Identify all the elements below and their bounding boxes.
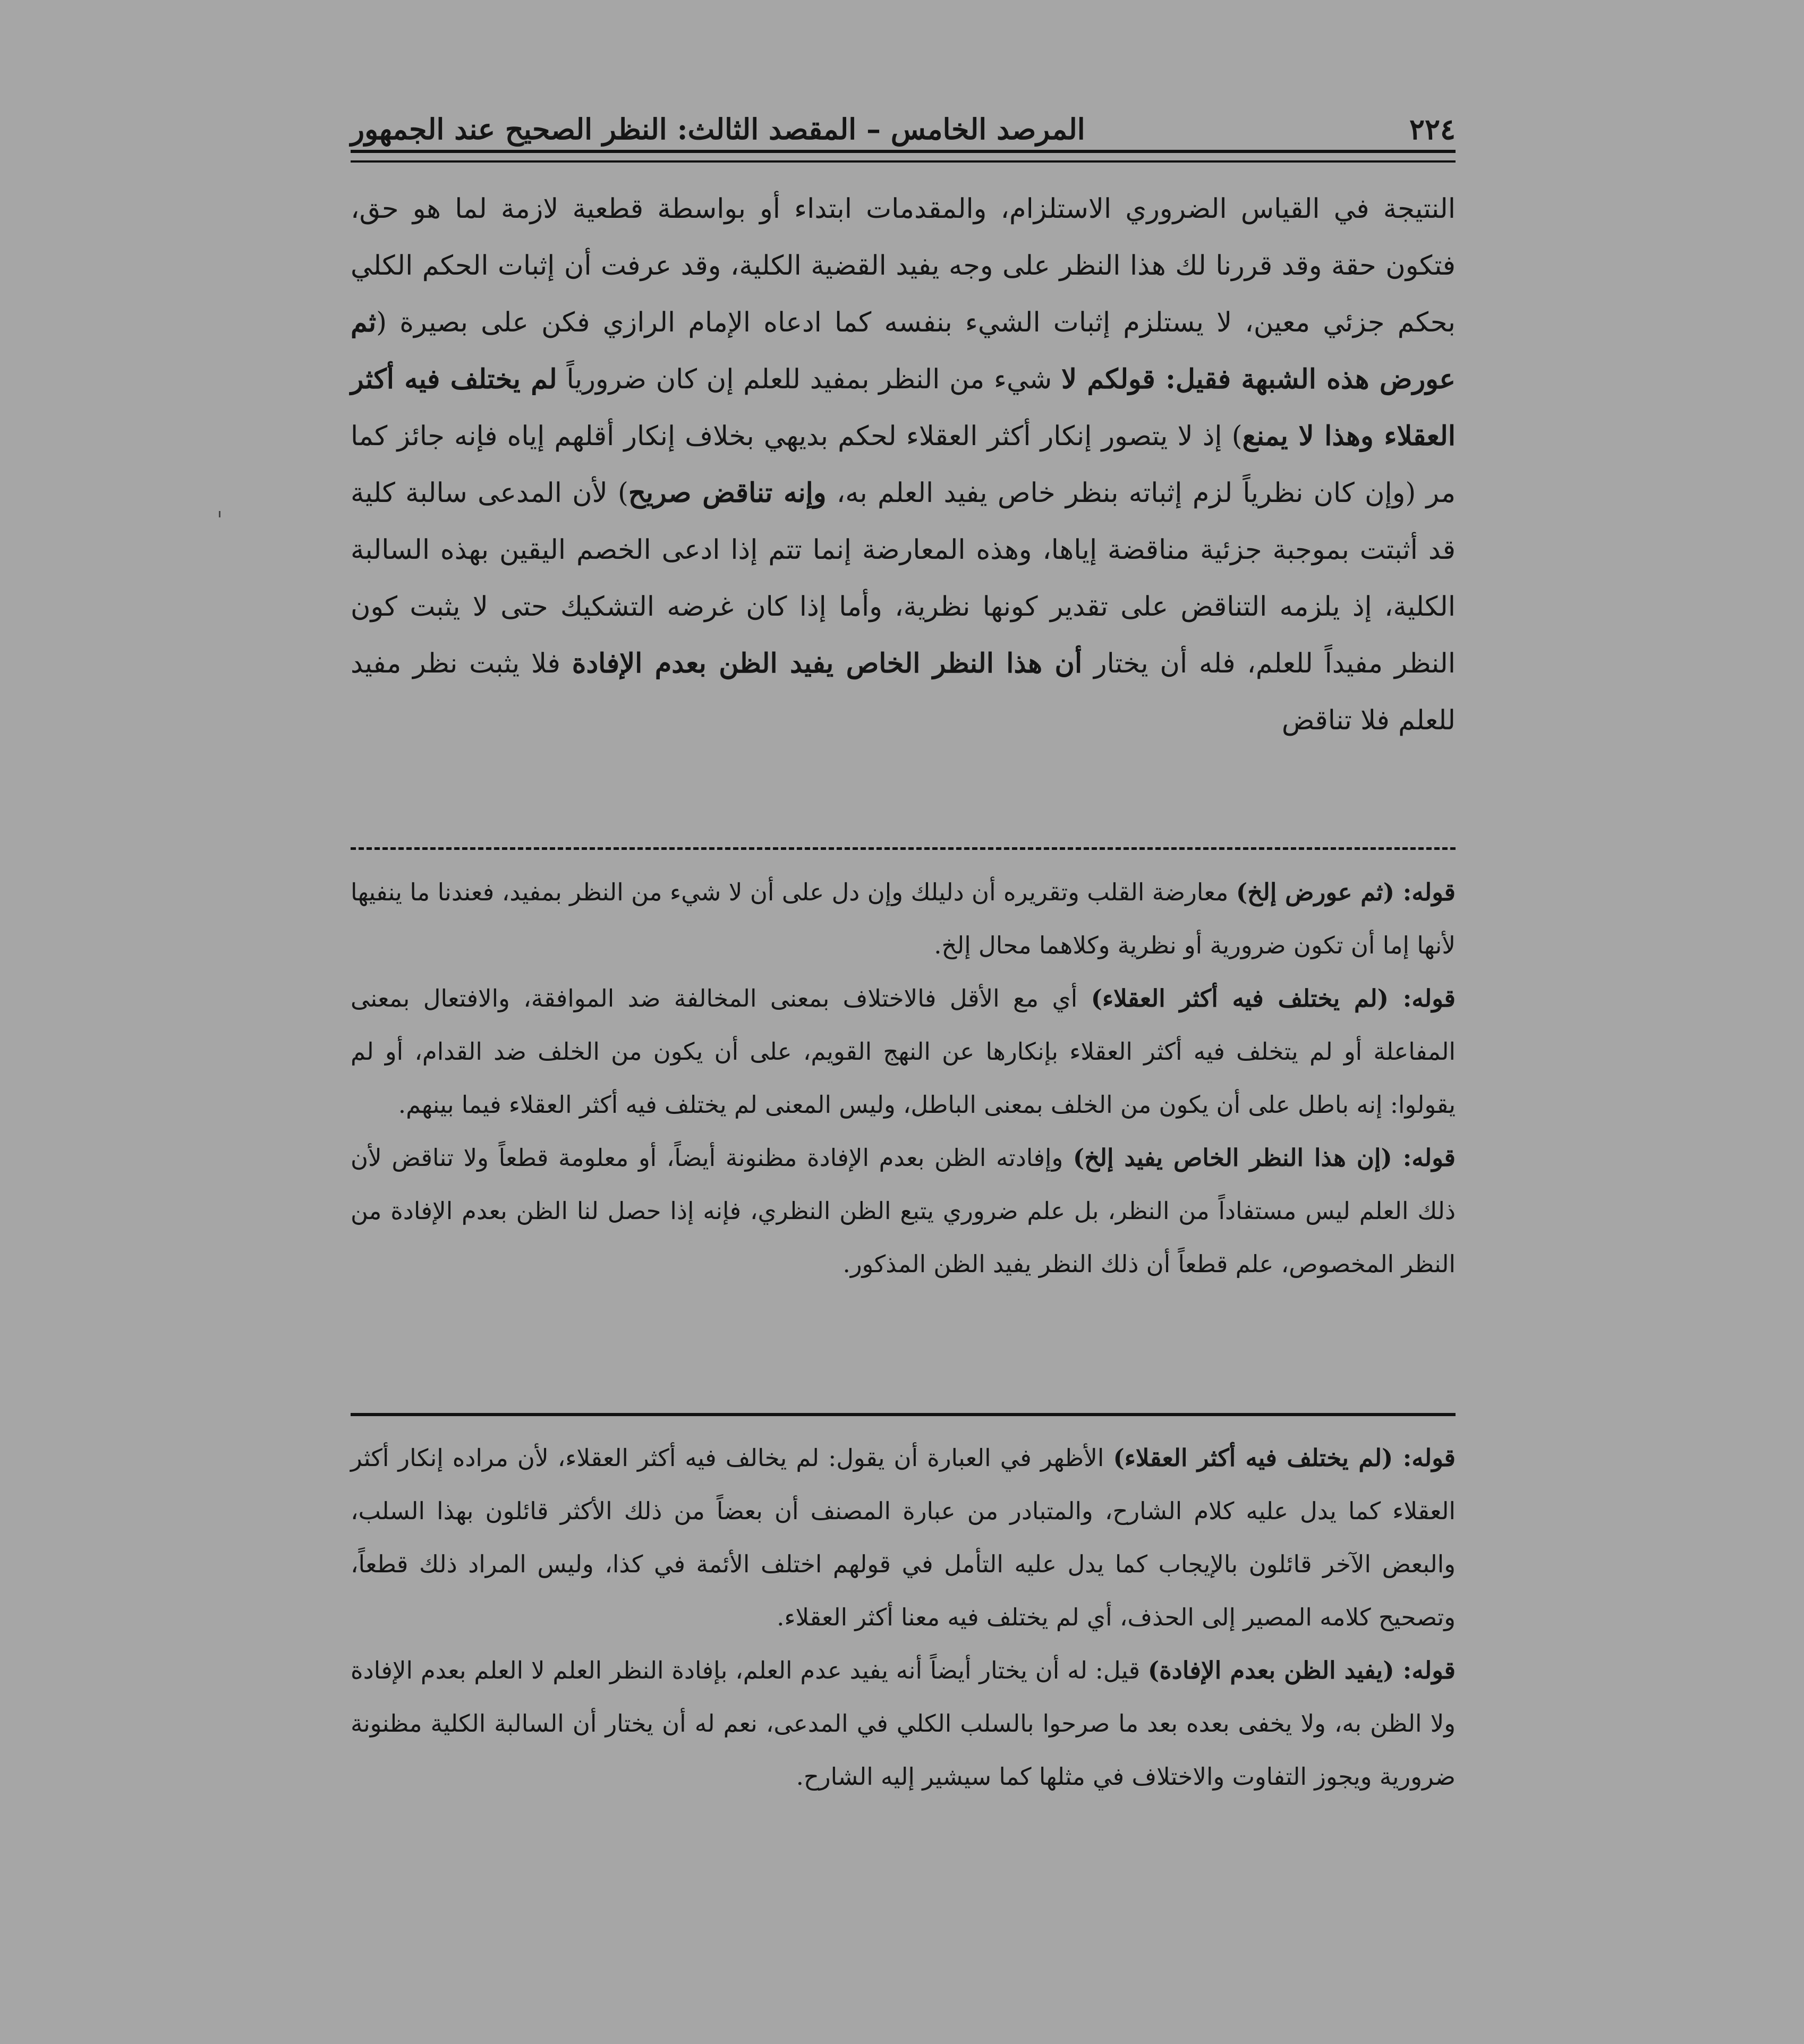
scan-speck xyxy=(219,511,220,517)
footnote-text: قيل: له أن يختار أيضاً أنه يفيد عدم العلم، بإفادة النظر العلم لا العلم بعدم الإفادة ولا الظن به، ولا يخفى بعده بعد ما صرحوا بالسلب الكلي في المدعى، نعم له أن يختار أن السالبة الكلية مظنونة ضرورية ويجوز التفاوت والاختلاف في مثلها كما سيشير إليه الشارح. xyxy=(351,1656,1456,1791)
footnote-lead: قوله: (لم يختلف فيه أكثر العقلاء) xyxy=(1113,1444,1456,1472)
main-text-bold: أن هذا النظر الخاص يفيد الظن بعدم الإفادة xyxy=(572,648,1083,679)
commentary-2 xyxy=(351,1432,1456,1803)
footnote-text: وإفادته الظن بعدم الإفادة مظنونة أيضاً، أو معلومة قطعاً ولا تناقض لأن ذلك العلم ليس مستفاداً من النظر، بل علم ضروري يتبع الظن النظري، فإنه إذا حصل لنا الظن بعدم الإفادة من النظر المخصوص، علم قطعاً أن ذلك النظر يفيد الظن المذكور. xyxy=(351,1144,1456,1278)
footnote-text: الأظهر في العبارة أن يقول: لم يخالف فيه أكثر العقلاء، لأن مراده إنكار أكثر العقلاء كما يدل عليه كلام الشارح، والمتبادر من عبارة المصنف أن بعضاً من ذلك الأكثر قائلون بهذا السلب، والبعض الآخر قائلون بالإيجاب كما يدل عليه التأمل في قولهم اختلف الأئمة في كذا، وليس المراد ذلك قطعاً، وتصحيح كلامه المصير إلى الحذف، أي لم يختلف فيه معنا أكثر العقلاء. xyxy=(351,1444,1456,1631)
footnote-text: معارضة القلب وتقريره أن دليلك وإن دل على أن لا شيء من النظر بمفيد، فعندنا ما ينفيها لأنها إما أن تكون ضرورية أو نظرية وكلاهما محال إلخ. xyxy=(351,878,1456,959)
main-text-segment: النتيجة في القياس الضروري الاستلزام، والمقدمات ابتداء أو بواسطة قطعية لازمة لما هو حق، فتكون حقة وقد قررنا لك هذا النظر على وجه يفيد القضية الكلية، وقد عرفت أن إثبات الحكم الكلي بحكم جزئي معين، لا يستلزم إثبات الشيء بنفسه كما ادعاه الإمام الرازي فكن على بصيرة ( xyxy=(351,193,1456,338)
main-text-segment: ) إذ لا يتصور إنكار أكثر العقلاء لحكم بديهي بخلاف إنكار أقلهم إياه فإنه جائز كما مر (وإن كان نظرياً لزم إثباته بنظر خاص يفيد العلم به، xyxy=(351,421,1456,509)
running-title: المرصد الخامس – المقصد الثالث: النظر الصحيح عند الجمهور xyxy=(351,112,1085,146)
footnote-item xyxy=(351,1432,1456,1644)
main-paragraph xyxy=(351,181,1456,749)
footnote-text: أي مع الأقل فالاختلاف بمعنى المخالفة ضد الموافقة، والافتعال بمعنى المفاعلة أو لم يتخلف فيه أكثر العقلاء بإنكارها عن النهج القويم، على أن يكون من الخلف ضد القدام، أو لم يقولوا: إنه باطل على أن يكون من الخلف بمعنى الباطل، وليس المعنى لم يختلف فيه أكثر العقلاء فيما بينهم. xyxy=(351,984,1456,1119)
footnote-item xyxy=(351,1131,1456,1291)
dashed-separator xyxy=(351,847,1456,850)
commentary-separator xyxy=(351,1413,1456,1416)
header-rule xyxy=(351,150,1456,163)
commentary-1 xyxy=(351,866,1456,1291)
footnote-item xyxy=(351,1644,1456,1803)
footnote-item xyxy=(351,866,1456,972)
main-text-segment: شيء من النظر بمفيد للعلم إن كان ضرورياً xyxy=(557,364,1061,395)
main-text-segment: ) لأن المدعى سالبة كلية قد أثبتت بموجبة جزئية مناقضة إياها، وهذه المعارضة إنما تتم إذا ادعى الخصم اليقين بهذه السالبة الكلية، إذ يلزمه التناقض على تقدير كونها نظرية، وأما إذا كان غرضه التشكيك حتى لا يثبت كون النظر مفيداً للعلم، فله أن يختار xyxy=(351,478,1456,679)
main-text-bold: وإنه تناقض صريح xyxy=(628,477,827,509)
footnote-item xyxy=(351,972,1456,1131)
book-page xyxy=(351,90,1456,1939)
footnote-lead: قوله: (إن هذا النظر الخاص يفيد إلخ) xyxy=(1073,1144,1456,1172)
main-text-bold: لم يختلف فيه أكثر العقلاء وهذا لا يمنع xyxy=(351,363,1456,452)
footnote-lead: قوله: (لم يختلف فيه أكثر العقلاء) xyxy=(1091,984,1456,1012)
main-text-bold: ثم عورض هذه الشبهة فقيل: قولكم لا xyxy=(351,306,1456,395)
main-text xyxy=(351,181,1456,749)
footnote-lead: قوله: (ثم عورض إلخ) xyxy=(1236,878,1456,906)
page-number: ٢٢٤ xyxy=(1409,112,1456,146)
main-text-segment: فلا يثبت نظر مفيد للعلم فلا تناقض xyxy=(351,648,1456,736)
footnote-lead: قوله: (يفيد الظن بعدم الإفادة) xyxy=(1147,1656,1456,1684)
